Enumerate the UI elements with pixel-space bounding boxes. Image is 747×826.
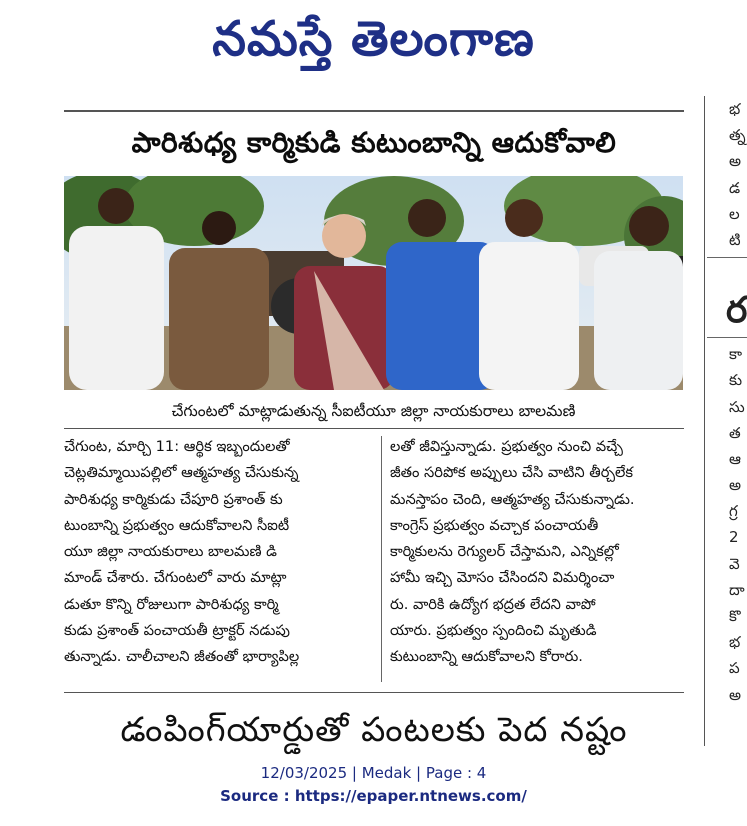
neighbor-text-line: భ xyxy=(729,100,741,118)
photo-caption: చేగుంటలో మాట్లాడుతున్న సీఐటీయూ జిల్లా నాయకురాలు బాలమణి xyxy=(171,402,576,420)
neighbor-text-line: డ xyxy=(729,178,741,197)
neighbor-text-line: ఆ xyxy=(729,449,741,468)
neighbor-text-line: గ్ర xyxy=(729,502,738,521)
neighbor-text-line: కా xyxy=(729,345,743,364)
footer-meta: 12/03/2025 | Medak | Page : 4 xyxy=(260,764,487,782)
top-divider xyxy=(64,110,684,112)
neighbor-text-line: అ xyxy=(729,685,742,704)
next-article-headline: డంపింగ్‌యార్డుతో పంటలకు పెద నష్టం xyxy=(120,710,628,750)
neighbor-text-line: వె xyxy=(729,554,740,573)
newspaper-masthead: నమస్తే తెలంగాణ xyxy=(212,11,535,67)
neighbor-headline-fragment: ర xyxy=(726,290,747,332)
bottom-divider xyxy=(64,692,684,693)
footer xyxy=(0,762,747,812)
neighbor-text-line: త xyxy=(729,423,741,442)
neighbor-article-column xyxy=(704,96,747,746)
neighbor-text-line: ప xyxy=(729,659,740,678)
neighbor-text-line: సు xyxy=(729,397,745,416)
article-photo xyxy=(64,176,683,390)
neighbor-text-line: కొ xyxy=(729,607,741,625)
neighbor-text-line: కు xyxy=(729,371,743,390)
neighbor-text-line: అ xyxy=(729,476,742,495)
column-divider xyxy=(381,436,382,682)
neighbor-text-line: త్న xyxy=(729,126,746,145)
neighbor-text-line: అ xyxy=(729,152,742,171)
article-body-left: చేగుంట, మార్చి 11: ఆర్థిక ఇబ్బందులతో చెట్లతిమ్మాయిపల్లిలో ఆత్మహత్య చేసుకున్న పారిశుధ్య కార్మికుడు చేపూరి ప్రశాంత్ కు టుంబాన్ని ప్రభుత్వం ఆదుకోవాలని సీఐటీ యూ జిల్లా నాయకురాలు బాలమణి డి మాండ్ చేశారు. చేగుంటలో వారు మాట్లా డుతూ కొన్ని రోజులుగా పారిశుధ్య కార్మి కుడు ప్రశాంత్ పంచాయతీ ట్రాక్టర్ నడుపు తున్నాడు. చాలీచాలని జీతంతో భార్యాపిల్ల xyxy=(64,438,300,666)
footer-source-link[interactable]: Source : https://epaper.ntnews.com/ xyxy=(220,787,527,805)
neighbor-text-line: దా xyxy=(729,580,745,599)
article-headline: పారిశుధ్య కార్మికుడి కుటుంబాన్ని ఆదుకోవాలి xyxy=(131,126,617,159)
neighbor-text-line: టి xyxy=(729,230,741,249)
neighbor-text-line: 2 xyxy=(729,528,739,547)
neighbor-text-line: భ xyxy=(729,633,741,652)
caption-divider xyxy=(64,428,684,429)
article-body-right: లతో జీవిస్తున్నాడు. ప్రభుత్వం నుంచి వచ్చే జీతం సరిపోక అప్పులు చేసి వాటిని తీర్చలేక మనస్తాపం చెంది, ఆత్మహత్య చేసుకున్నాడు. కాంగ్రెస్ ప్రభుత్వం వచ్చాక పంచాయతీ కార్మికులను రెగ్యులర్ చేస్తామని, ఎన్నికల్లో హామీ ఇచ్చి మోసం చేసిందని విమర్శించా రు. వారికి ఉద్యోగ భద్రత లేదని వాపో యారు. ప్రభుత్వం స్పందించి మృతుడి కుటుంబాన్ని ఆదుకోవాలని కోరారు. xyxy=(390,438,635,666)
neighbor-text-line: ల xyxy=(729,204,740,223)
